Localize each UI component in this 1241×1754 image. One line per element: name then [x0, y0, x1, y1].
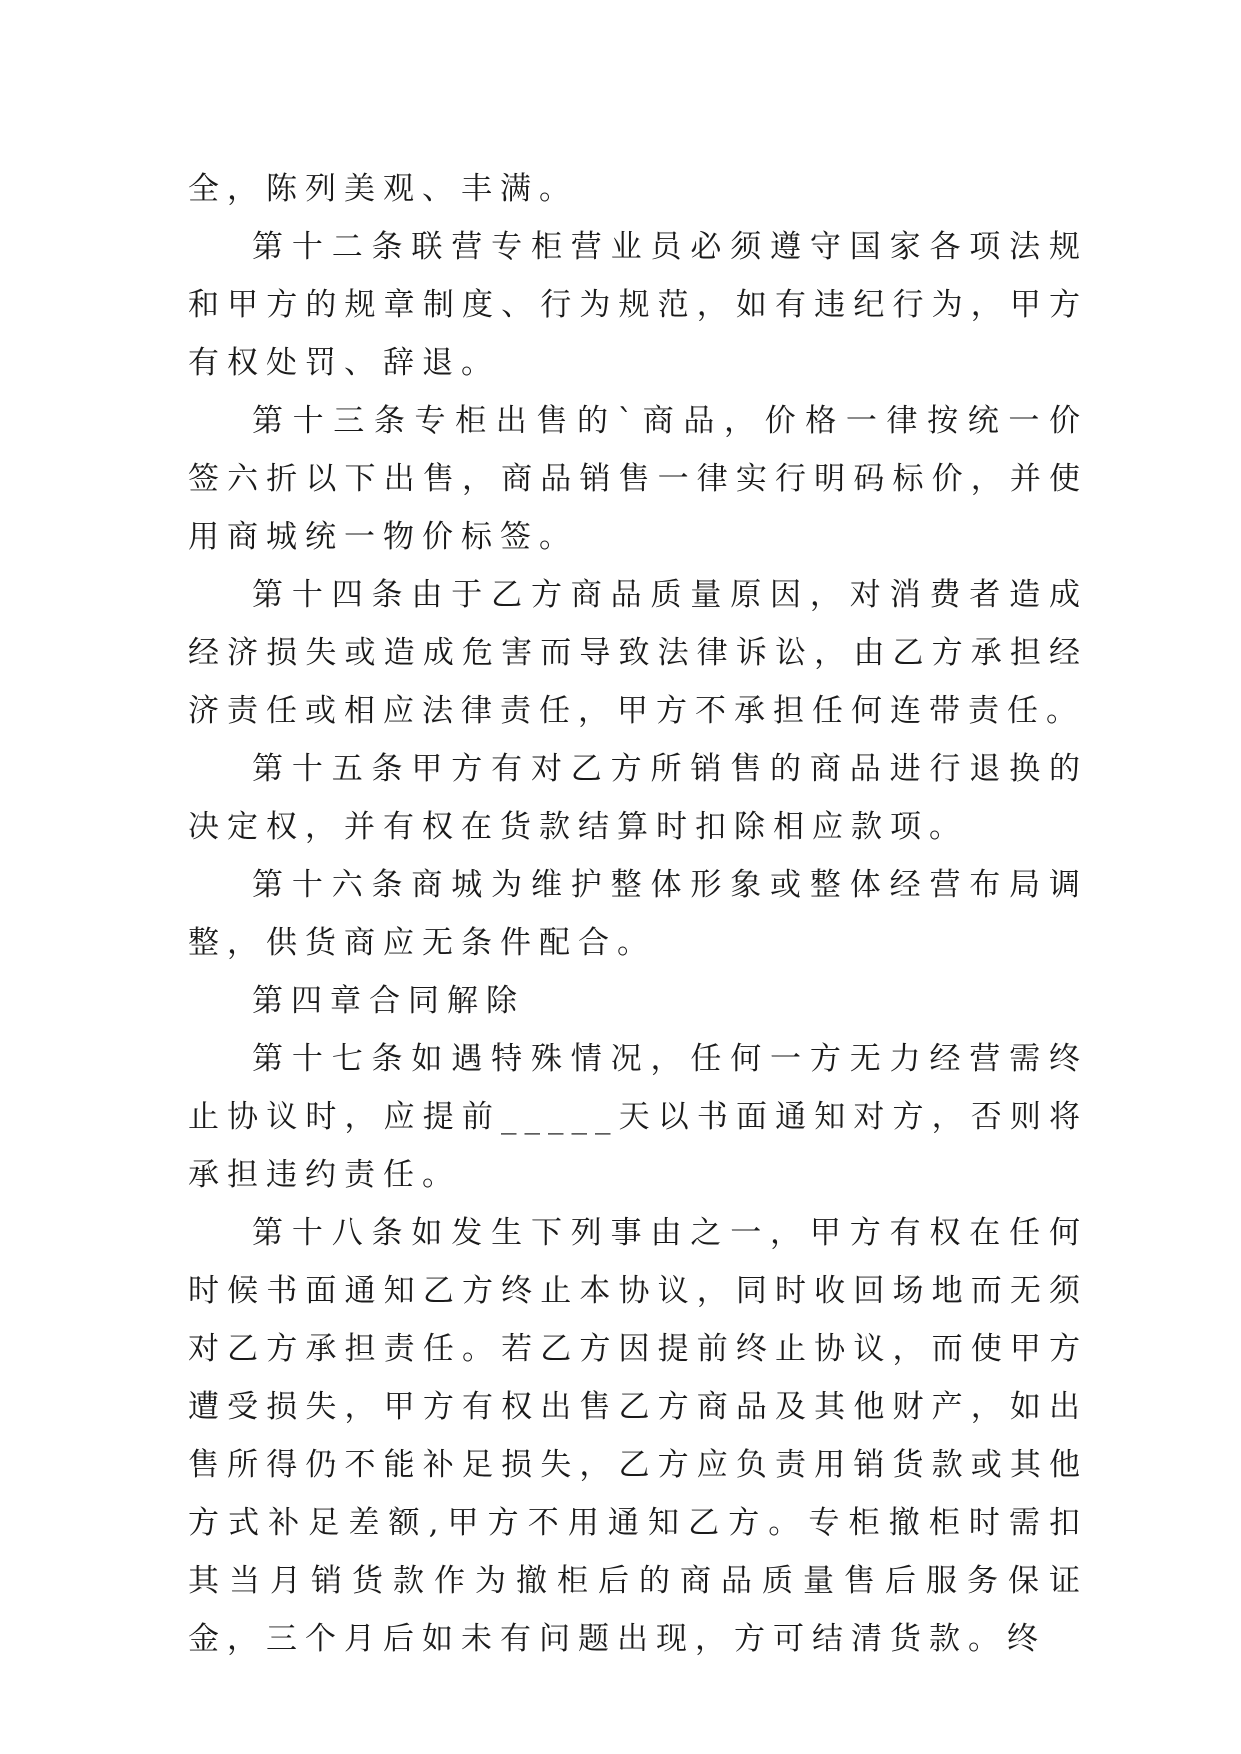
paragraph-article-16: 第十六条商城为维护整体形象或整体经营布局调整，供货商应无条件配合。 [188, 867, 1088, 961]
chapter-heading: 第四章合同解除 [252, 983, 525, 1019]
paragraph-article-12: 第十二条联营专柜营业员必须遵守国家各项法规和甲方的规章制度、行为规范，如有违纪行为，甲方有权处罚、辞退。 [188, 229, 1088, 381]
paragraph-article-15: 第十五条甲方有对乙方所销售的商品进行退换的决定权，并有权在货款结算时扣除相应款项。 [188, 751, 1088, 845]
paragraph-article-14: 第十四条由于乙方商品质量原因，对消费者造成经济损失或造成危害而导致法律诉讼，由乙方承担经济责任或相应法律责任，甲方不承担任何连带责任。 [188, 577, 1088, 729]
paragraph-article-17: 第十七条如遇特殊情况，任何一方无力经营需终止协议时，应提前_____天以书面通知对方，否则将承担违约责任。 [188, 1041, 1088, 1193]
paragraph-continuation: 全，陈列美观、丰满。 [188, 171, 578, 207]
document-body [188, 160, 1088, 1668]
paragraph-article-18: 第十八条如发生下列事由之一，甲方有权在任何时候书面通知乙方终止本协议，同时收回场地而无须对乙方承担责任。若乙方因提前终止协议，而使甲方遭受损失，甲方有权出售乙方商品及其他财产，如出售所得仍不能补足损失，乙方应负责用销货款或其他方式补足差额,甲方不用通知乙方。专柜撤柜时需扣其当月销货款作为撤柜后的商品质量售后服务保证金，三个月后如未有问题出现，方可结清货款。终 [188, 1215, 1088, 1657]
paragraph-article-13: 第十三条专柜出售的`商品，价格一律按统一价签六折以下出售，商品销售一律实行明码标价，并使用商城统一物价标签。 [188, 403, 1088, 555]
